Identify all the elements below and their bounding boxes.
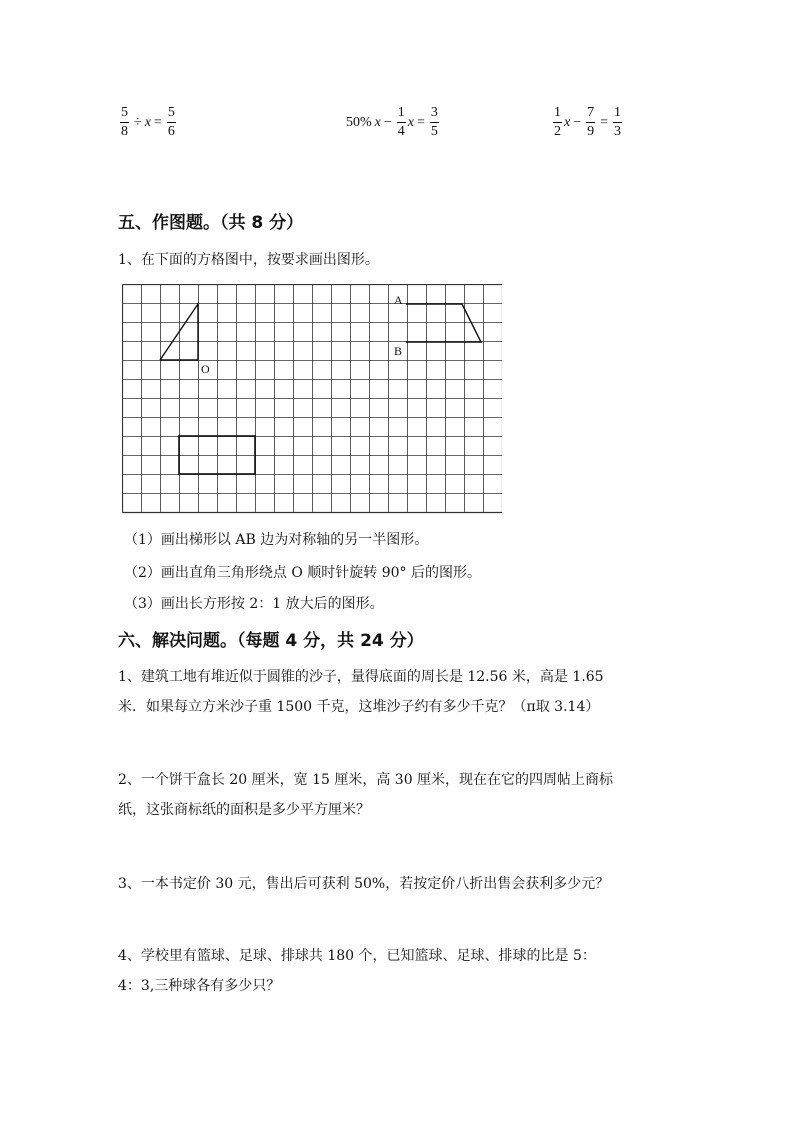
fraction — [120, 106, 129, 139]
symbol: = — [417, 114, 425, 130]
label-o: O — [201, 362, 210, 376]
variable: x — [564, 114, 571, 130]
label-a: A — [394, 293, 403, 307]
section5-question-1: 1、在下面的方格图中，按要求画出图形。 — [118, 252, 379, 268]
fraction — [430, 106, 439, 139]
section6-q3: 3、一本书定价 30 元，售出后可获利 50%，若按定价八折出售会获利多少元？ — [118, 876, 610, 892]
section6-q2-line2: 纸，这张商标纸的面积是多少平方厘米？ — [118, 802, 370, 818]
numerator: 5 — [167, 106, 176, 123]
denominator: 9 — [587, 124, 595, 139]
fraction — [586, 106, 595, 139]
denominator: 4 — [397, 124, 405, 139]
symbol: ÷ — [134, 114, 142, 130]
numerator: 1 — [553, 106, 562, 123]
section6-q4-line1: 4、学校里有篮球、足球、排球共 180 个，已知篮球、足球、排球的比是 5： — [118, 948, 596, 964]
fraction — [397, 106, 406, 139]
equation-1 — [118, 106, 178, 139]
equation-2 — [343, 106, 441, 139]
variable: x — [407, 114, 415, 130]
denominator: 5 — [430, 124, 438, 139]
denominator: 8 — [121, 124, 128, 139]
symbol: = — [153, 114, 162, 130]
symbol: − — [573, 114, 582, 130]
denominator: 2 — [554, 124, 561, 139]
section5-sub-1: （1）画出梯形以 AB 边为对称轴的另一半图形。 — [124, 532, 429, 548]
grid-lines — [123, 285, 503, 513]
section6-title: 六、解决问题。（每题 4 分，共 24 分） — [118, 631, 424, 651]
fraction — [167, 106, 176, 139]
variable: x — [374, 114, 381, 130]
denominator: 3 — [614, 124, 622, 139]
numerator: 1 — [397, 106, 406, 123]
fraction — [613, 106, 622, 139]
symbol: 50% — [346, 114, 372, 130]
numerator: 7 — [586, 106, 595, 123]
numerator: 1 — [613, 106, 622, 123]
variable: x — [144, 114, 151, 130]
half-trapezoid — [406, 304, 481, 342]
equation-3 — [551, 106, 624, 139]
drawing-grid — [122, 284, 502, 514]
numerator: 3 — [430, 106, 439, 123]
section5-sub-3: （3）画出长方形按 2：1 放大后的图形。 — [124, 596, 384, 612]
section6-q1-line2: 米．如果每立方米沙子重 1500 千克，这堆沙子约有多少千克？（π取 3.14） — [118, 699, 600, 715]
numerator: 5 — [120, 106, 129, 123]
label-b: B — [394, 344, 403, 358]
denominator: 6 — [167, 124, 175, 139]
rectangle — [179, 436, 255, 474]
section6-q2-line1: 2、一个饼干盒长 20 厘米，宽 15 厘米，高 30 厘米，现在在它的四周帖上商标 — [118, 772, 614, 788]
section6-q4-line2: 4：3,三种球各有多少只？ — [118, 978, 281, 994]
symbol: = — [600, 114, 609, 130]
section5-sub-2: （2）画出直角三角形绕点 O 顺时针旋转 90° 后的图形。 — [124, 565, 481, 581]
symbol: − — [383, 114, 392, 130]
right-triangle — [160, 304, 198, 360]
fraction — [553, 106, 562, 139]
section5-title: 五、作图题。（共 8 分） — [118, 213, 304, 233]
section6-q1-line1: 1、建筑工地有堆近似于圆锥的沙子，量得底面的周长是 12.56 米，高是 1.65 — [118, 669, 604, 685]
